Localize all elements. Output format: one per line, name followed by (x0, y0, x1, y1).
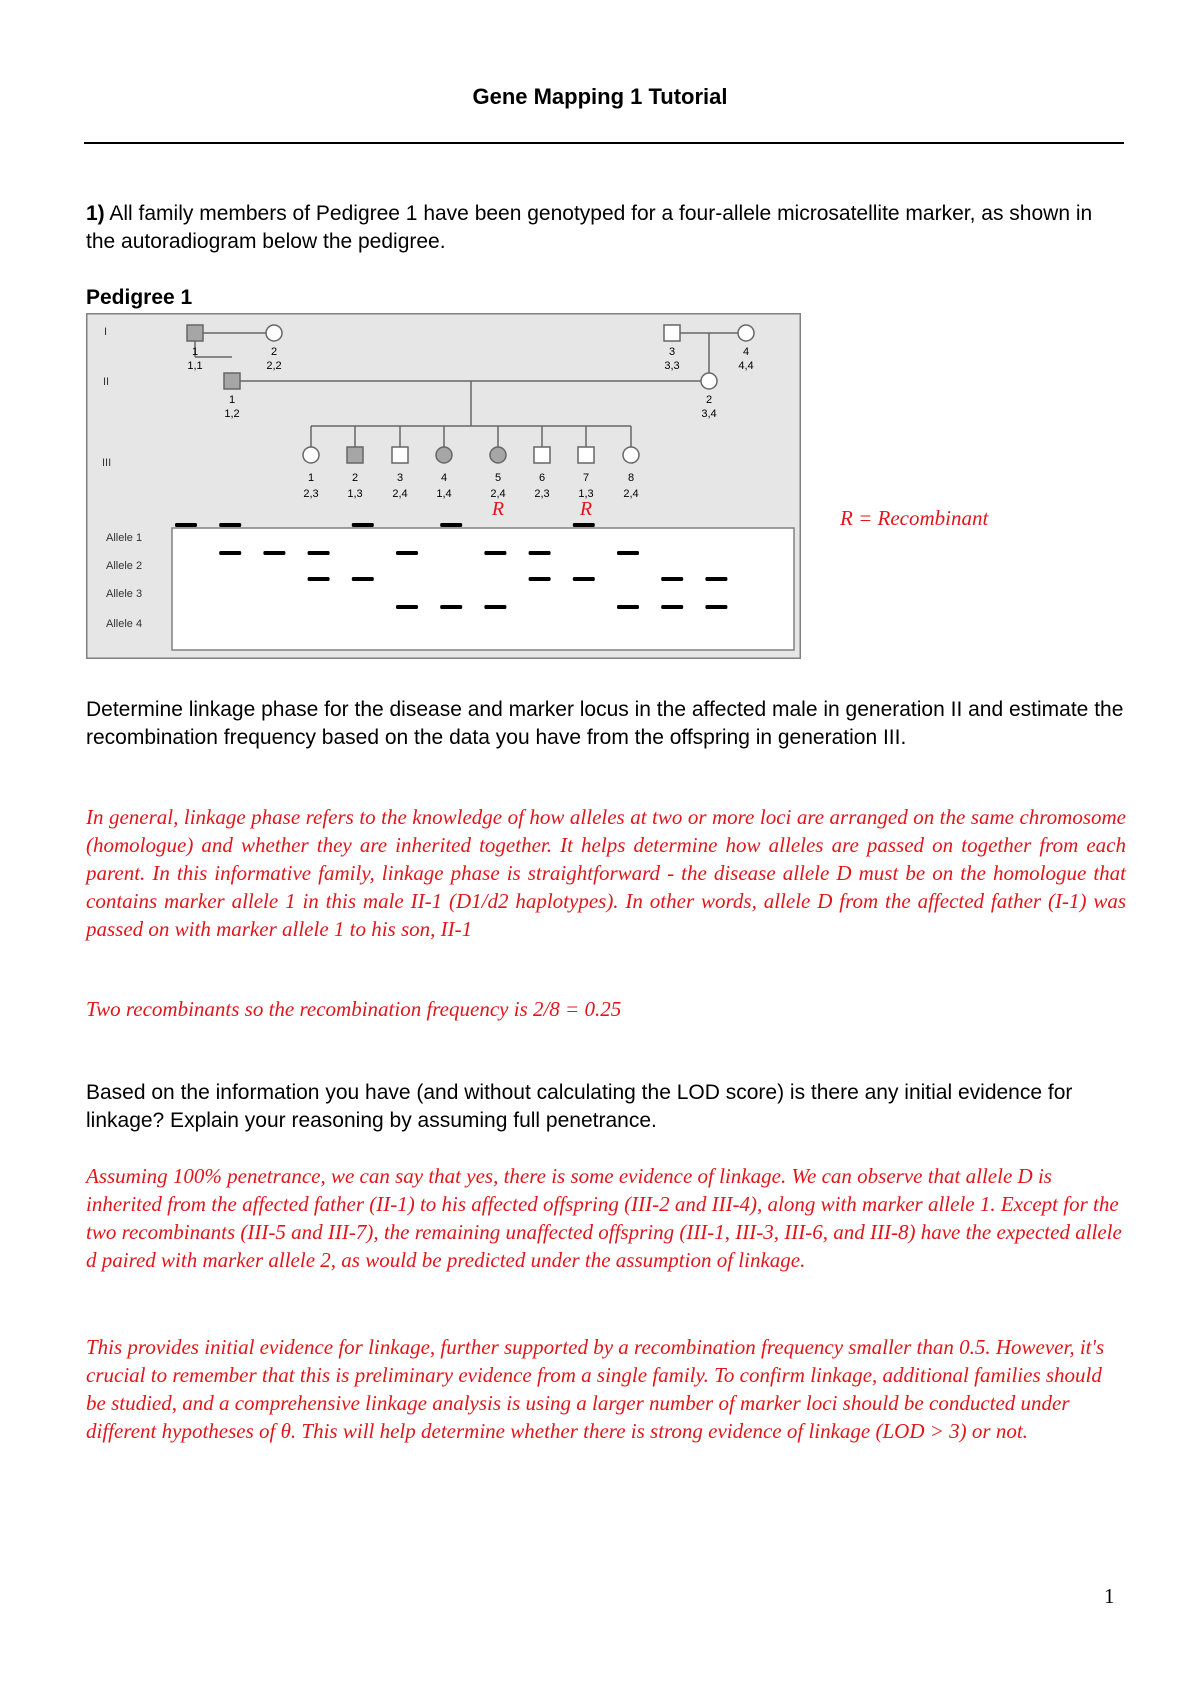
question-intro (86, 200, 1126, 256)
gel-band-lane2-allele1 (219, 523, 241, 527)
allele-label-1: Allele 1 (106, 532, 143, 544)
symbol-i1-male (187, 325, 203, 341)
title-divider (84, 142, 1124, 144)
label-i4-genotype: 4,4 (738, 360, 754, 372)
gel-band-lane8-allele2 (484, 551, 506, 555)
symbol-iii3-male (392, 447, 408, 463)
label-iii1-number: 1 (307, 472, 315, 484)
gel-band-lane3-allele2 (263, 551, 285, 555)
symbol-iii2-male (347, 447, 363, 463)
gel-band-lane5-allele3 (352, 577, 374, 581)
label-i2-number: 2 (270, 346, 278, 358)
gel-band-lane10-allele3 (573, 577, 595, 581)
gel-band-lane10-allele1 (573, 523, 595, 527)
label-iii2-genotype: 1,3 (347, 488, 363, 500)
label-i2-genotype: 2,2 (266, 360, 282, 372)
gel-band-lane1-allele1 (175, 523, 197, 527)
symbol-iii5-female (490, 447, 506, 463)
gel-band-lane6-allele4 (396, 605, 418, 609)
answer-further-evidence: This provides initial evidence for linkage, further supported by a recombination frequency smaller than 0.5. However, it's crucial to remember that this is preliminary evidence from a single family. To confirm linkage, additional families should be studied, and a comprehensive linkage analysis is using a larger number of marker loci should be conducted under different hypotheses of θ. This will help determine whether there is strong evidence of linkage (LOD > 3) or not. (86, 1335, 1105, 1443)
label-iii3-genotype: 2,4 (392, 488, 408, 500)
gel-band-lane4-allele2 (308, 551, 330, 555)
label-iii1-genotype: 2,3 (303, 488, 319, 500)
task-evidence-linkage: Based on the information you have (and without calculating the LOD score) is there any initial evidence for linkage? Explain your reasoning by assuming full penetrance. (86, 1081, 1073, 1132)
gel-band-lane6-allele2 (396, 551, 418, 555)
generation-label-3: III (102, 457, 112, 469)
label-ii1-number: 1 (228, 394, 236, 406)
allele-label-3: Allele 3 (106, 588, 143, 600)
generation-label-2: II (103, 376, 110, 388)
answer-recombination-frequency: Two recombinants so the recombination frequency is 2/8 = 0.25 (86, 997, 622, 1021)
label-iii4-genotype: 1,4 (436, 488, 452, 500)
symbol-i2-female (266, 325, 282, 341)
symbol-iii1-female (303, 447, 319, 463)
label-iii2-number: 2 (351, 472, 359, 484)
label-i1-genotype: 1,1 (187, 360, 203, 372)
label-iii4-number: 4 (440, 472, 448, 484)
label-i3-genotype: 3,3 (664, 360, 680, 372)
recombinant-mark-iii7: R (579, 498, 593, 520)
label-iii6-genotype: 2,3 (534, 488, 550, 500)
label-ii1-genotype: 1,2 (224, 408, 240, 420)
question-number: 1) (86, 202, 105, 225)
gel-band-lane13-allele4 (705, 605, 727, 609)
symbol-iii6-male (534, 447, 550, 463)
answer-linkage-phase: In general, linkage phase refers to the knowledge of how alleles at two or more loci are arranged on the same chromosome (homologue) and whether they are inherited together. It helps determine how alleles are passed on together from each parent. In this informative family, linkage phase is straightforward - the disease allele D must be on the homologue that contains marker allele 1 in this male II-1 (D1/d2 haplotypes). In other words, allele D from the affected father (I-1) was passed on with marker allele 1 to his son, II-1 (86, 805, 1126, 941)
symbol-iii8-female (623, 447, 639, 463)
symbol-i4-female (738, 325, 754, 341)
recombinant-mark-iii5: R (491, 498, 505, 520)
label-i3-number: 3 (668, 346, 676, 358)
label-iii7-genotype: 1,3 (578, 488, 594, 500)
task-linkage-phase: Determine linkage phase for the disease and marker locus in the affected male in generation II and estimate the recombination frequency based on the data you have from the offspring in generation III. (86, 698, 1124, 749)
question-intro-text: All family members of Pedigree 1 have been genotyped for a four-allele microsatellite marker, as shown in the autoradiogram below the pedigree. (86, 202, 1093, 253)
symbol-ii1-male (224, 373, 240, 389)
label-iii6-number: 6 (538, 472, 546, 484)
label-i1-number: 1 (191, 346, 199, 358)
generation-label-1: I (104, 326, 108, 338)
label-iii5-number: 5 (494, 472, 502, 484)
label-ii2-number: 2 (705, 394, 713, 406)
label-iii5-genotype: 2,4 (490, 488, 506, 500)
gel-band-lane11-allele2 (617, 551, 639, 555)
recombinant-legend: R = Recombinant (840, 506, 989, 530)
gel-band-lane13-allele3 (705, 577, 727, 581)
symbol-iii4-female (436, 447, 452, 463)
gel-band-lane9-allele2 (529, 551, 551, 555)
gel-band-lane5-allele1 (352, 523, 374, 527)
gel-band-lane12-allele3 (661, 577, 683, 581)
pedigree-label: Pedigree 1 (86, 286, 193, 309)
symbol-ii2-female (701, 373, 717, 389)
gel-band-lane8-allele4 (484, 605, 506, 609)
gel-band-lane4-allele3 (308, 577, 330, 581)
label-ii2-genotype: 3,4 (701, 408, 717, 420)
symbol-i3-male (664, 325, 680, 341)
answer-evidence-linkage: Assuming 100% penetrance, we can say that yes, there is some evidence of linkage. We can observe that allele D is inherited from the affected father (II-1) to his affected offspring (III-2 and III-4), along with marker allele 1. Except for the two recombinants (III-5 and III-7), the remaining unaffected offspring (III-1, III-3, III-6, and III-8) have the expected allele d paired with marker allele 2, as would be predicted under the assumption of linkage. (86, 1164, 1122, 1272)
pedigree-figure (86, 313, 801, 659)
label-iii3-number: 3 (396, 472, 404, 484)
gel-band-lane11-allele4 (617, 605, 639, 609)
label-iii7-number: 7 (582, 472, 590, 484)
label-iii8-genotype: 2,4 (623, 488, 639, 500)
gel-band-lane9-allele3 (529, 577, 551, 581)
allele-label-4: Allele 4 (106, 618, 143, 630)
gel-band-lane7-allele4 (440, 605, 462, 609)
gel-band-lane7-allele1 (440, 523, 462, 527)
allele-label-2: Allele 2 (106, 560, 143, 572)
autoradiogram-box (172, 528, 794, 650)
gel-band-lane12-allele4 (661, 605, 683, 609)
gel-band-lane2-allele2 (219, 551, 241, 555)
page-number: 1 (1104, 1584, 1115, 1608)
label-i4-number: 4 (742, 346, 750, 358)
symbol-iii7-male (578, 447, 594, 463)
document-title: Gene Mapping 1 Tutorial (472, 84, 728, 109)
label-iii8-number: 8 (627, 472, 635, 484)
